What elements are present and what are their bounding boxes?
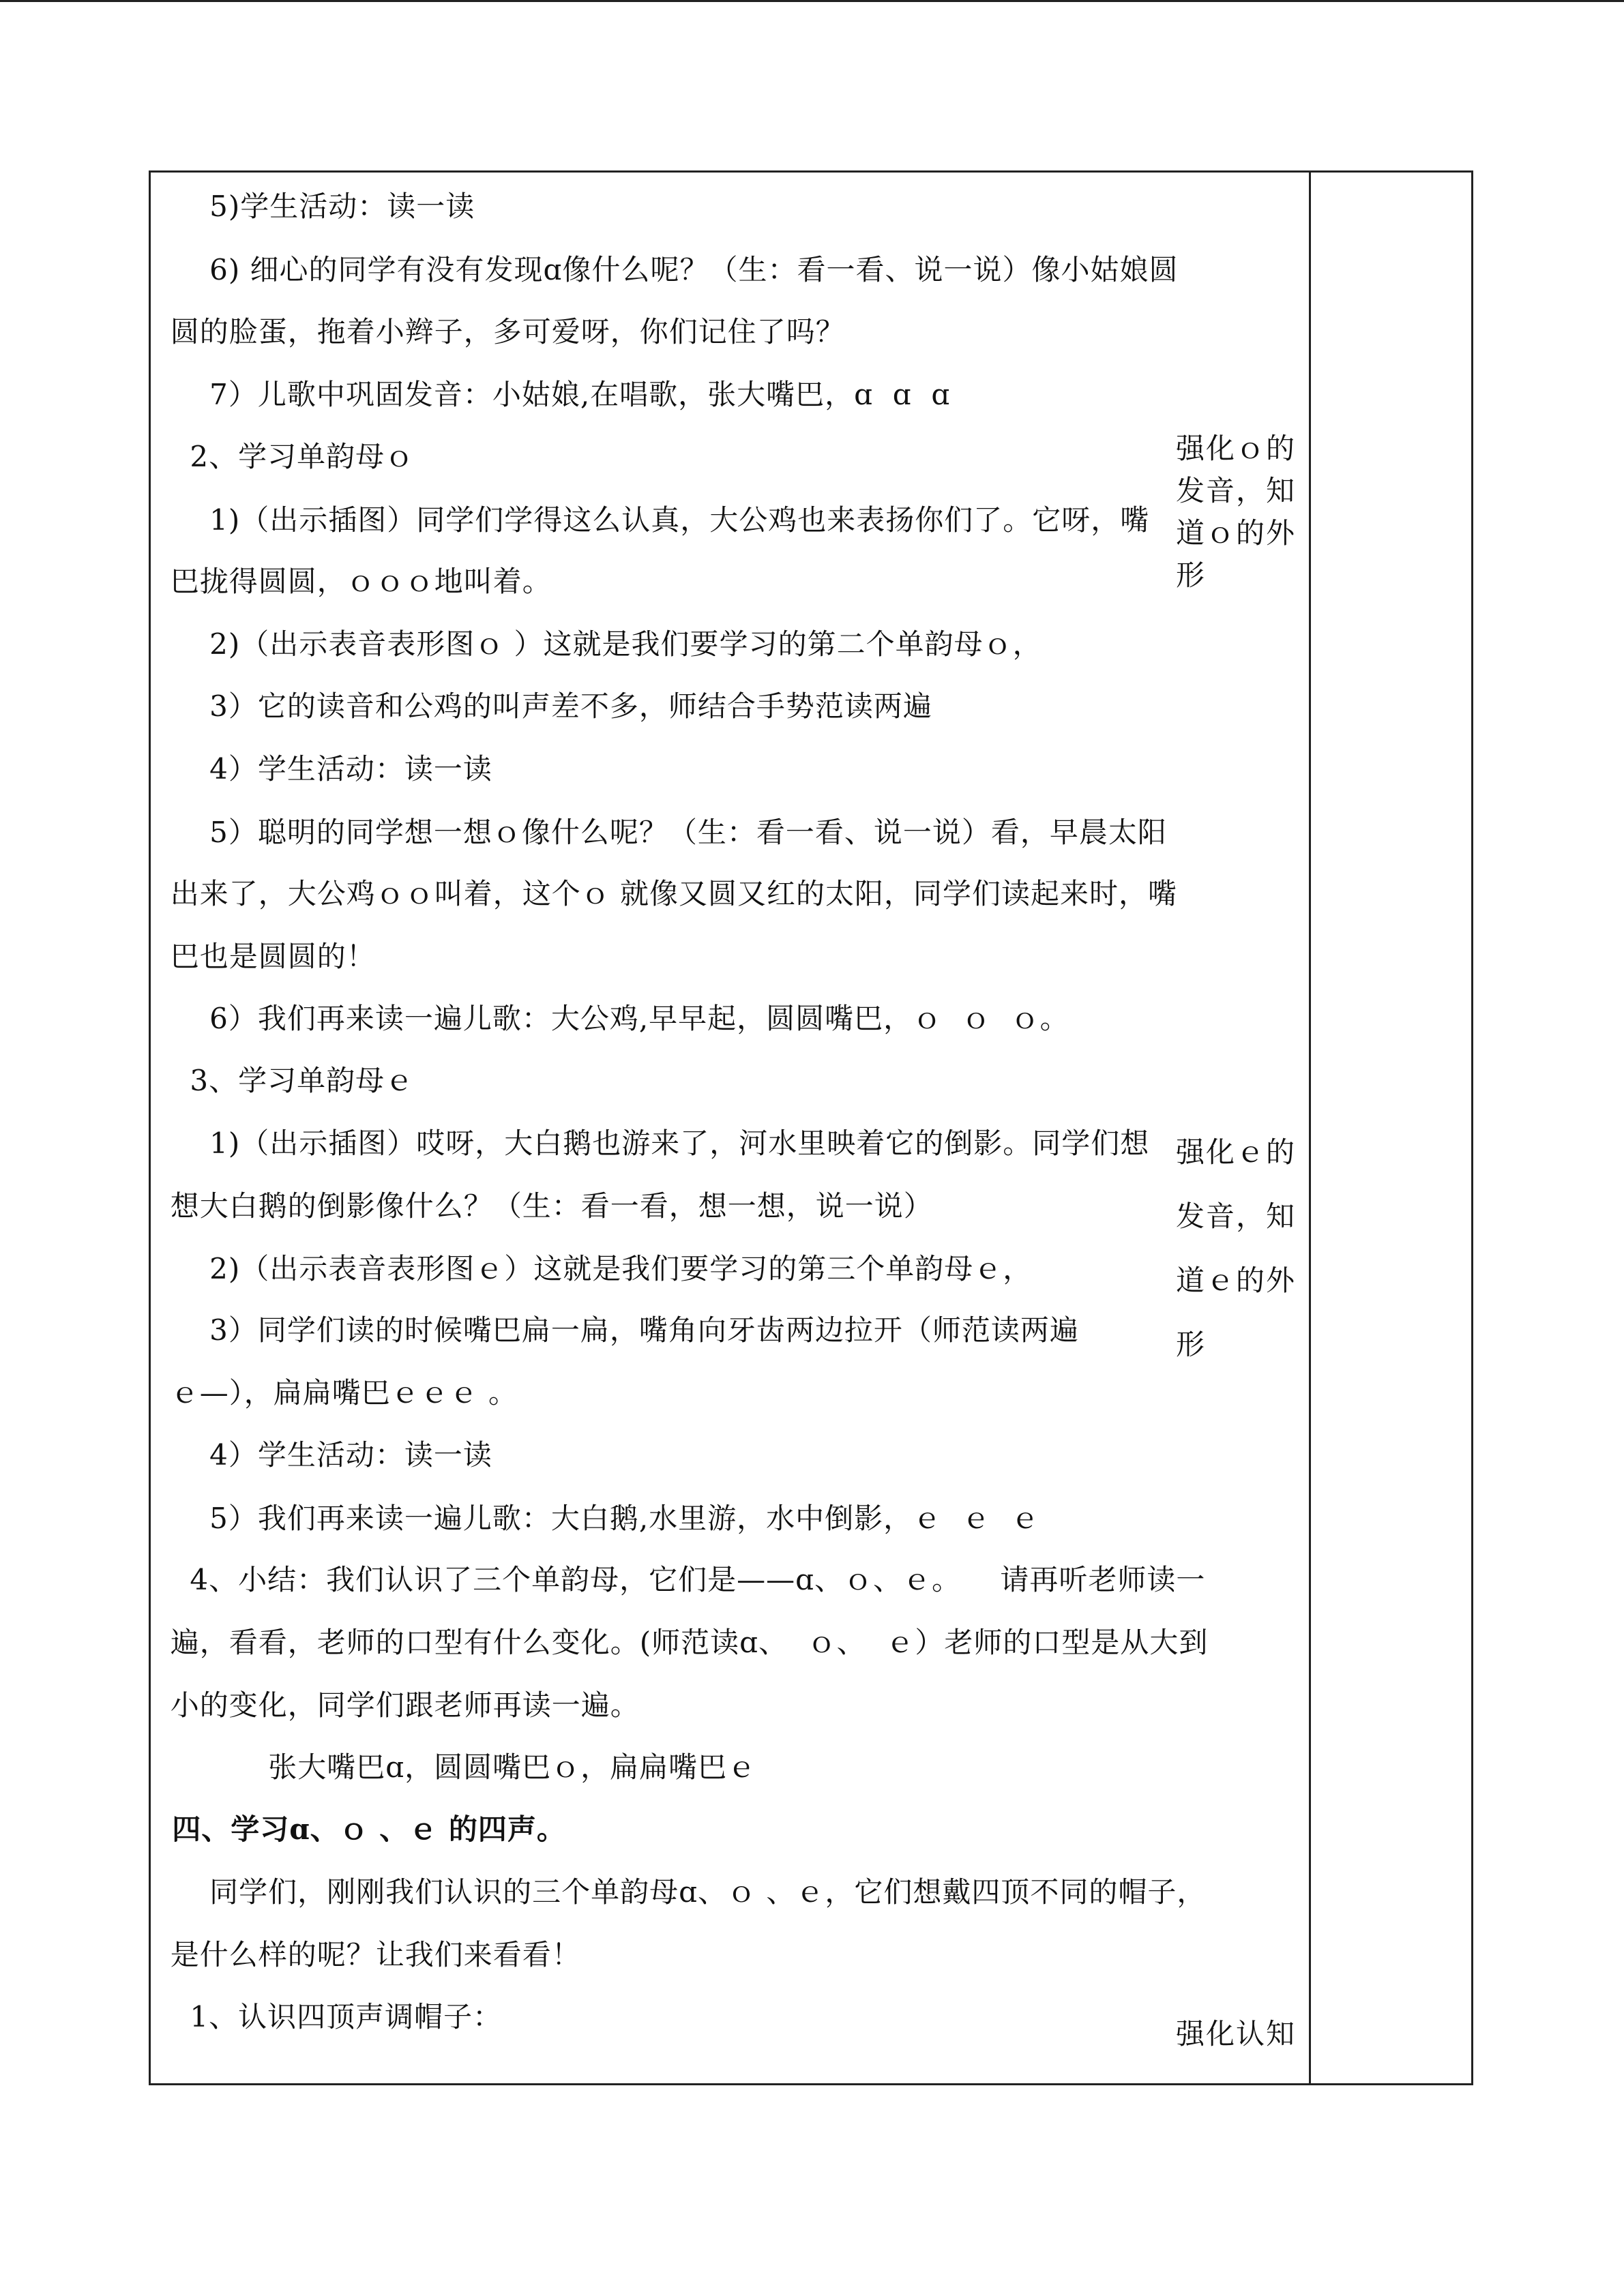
text-line: 4、小结：我们认识了三个单韵母，它们是——ɑ、ｏ、ｅ。 请再听老师读一 (151, 1563, 1206, 1596)
text-line: 同学们，刚刚我们认识的三个单韵母ɑ、ｏ 、ｅ，它们想戴四顶不同的帽子， (151, 1875, 1207, 1909)
note-line: 发音，知 (1176, 1199, 1297, 1233)
text-line: 张大嘴巴ɑ，圆圆嘴巴ｏ，扁扁嘴巴ｅ (151, 1750, 757, 1784)
text-line: 巴也是圆圆的！ (151, 940, 376, 973)
text-line: 5）聪明的同学想一想ｏ像什么呢？（生：看一看、说一说）看，早晨太阳 (151, 816, 1167, 849)
text-line: 7）儿歌中巩固发音：小姑娘,在唱歌，张大嘴巴，ɑ ɑ ɑ (151, 378, 951, 411)
text-line: 5）我们再来读一遍儿歌：大白鹅,水里游，水中倒影，ｅ ｅ ｅ (151, 1502, 1040, 1535)
note-line: 道ｅ的外 (1176, 1264, 1297, 1297)
text-line: 4）学生活动：读一读 (151, 752, 492, 786)
text-line: 5)学生活动：读一读 (151, 190, 475, 223)
text-line: 1)（出示插图）同学们学得这么认真，大公鸡也来表扬你们了。它呀，嘴 (151, 503, 1150, 537)
text-line: 6) 细心的同学有没有发现ɑ像什么呢？（生：看一看、说一说）像小姑娘圆 (151, 253, 1179, 286)
note-line: 强化ｅ的 (1176, 1135, 1297, 1169)
text-line: 3）它的读音和公鸡的叫声差不多，师结合手势范读两遍 (151, 689, 932, 723)
text-line: 4）学生活动：读一读 (151, 1438, 492, 1472)
side-note-o (1176, 428, 1312, 597)
page-top-border (0, 0, 1624, 2)
text-line: 1、认识四顶声调帽子： (151, 2000, 503, 2033)
note-line: 道ｏ的外 (1176, 516, 1297, 550)
text-line: 2、学习单韵母ｏ (151, 440, 415, 473)
note-line: 形 (1176, 1328, 1207, 1361)
text-line: 1)（出示插图）哎呀，大白鹅也游来了，河水里映着它的倒影。同学们想 (151, 1127, 1150, 1160)
text-line: 出来了，大公鸡ｏｏ叫着，这个ｏ 就像又圆又红的太阳，同学们读起来时，嘴 (151, 877, 1178, 910)
text-line: 小的变化，同学们跟老师再读一遍。 (151, 1688, 640, 1722)
text-line: 遍，看看，老师的口型有什么变化。(师范读ɑ、 ｏ、 ｅ）老师的口型是从大到 (151, 1626, 1209, 1659)
text-line: 2)（出示表音表形图ｅ）这就是我们要学习的第三个单韵母ｅ， (151, 1252, 1033, 1285)
text-line: ｅ—），扁扁嘴巴ｅｅｅ 。 (151, 1376, 518, 1410)
note-line: 强化ｏ的 (1176, 432, 1297, 465)
note-line: 发音，知 (1176, 474, 1297, 507)
note-line: 形 (1176, 558, 1207, 592)
text-line: 3）同学们读的时候嘴巴扁一扁，嘴角向牙齿两边拉开（师范读两遍 (151, 1313, 1079, 1347)
text-line: 巴拢得圆圆，ｏｏｏ地叫着。 (151, 565, 552, 598)
side-note-recognition (1176, 2013, 1312, 2055)
side-note-e (1176, 1120, 1312, 1377)
note-line: 强化认知 (1176, 2017, 1297, 2051)
text-line: 想大白鹅的倒影像什么？（生：看一看，想一想，说一说） (151, 1189, 933, 1223)
text-line: 6）我们再来读一遍儿歌：大公鸡,早早起，圆圆嘴巴，ｏ ｏ ｏ。 (151, 1002, 1069, 1035)
text-line: 是什么样的呢？让我们来看看！ (151, 1938, 581, 1971)
text-line: 2)（出示表音表形图ｏ ）这就是我们要学习的第二个单韵母ｏ， (151, 627, 1042, 661)
section-heading: 四、学习ɑ、ｏ 、ｅ 的四声。 (151, 1813, 566, 1846)
text-line: 3、学习单韵母ｅ (151, 1064, 415, 1097)
text-line: 圆的脸蛋，拖着小辫子，多可爱呀，你们记住了吗？ (151, 315, 845, 348)
